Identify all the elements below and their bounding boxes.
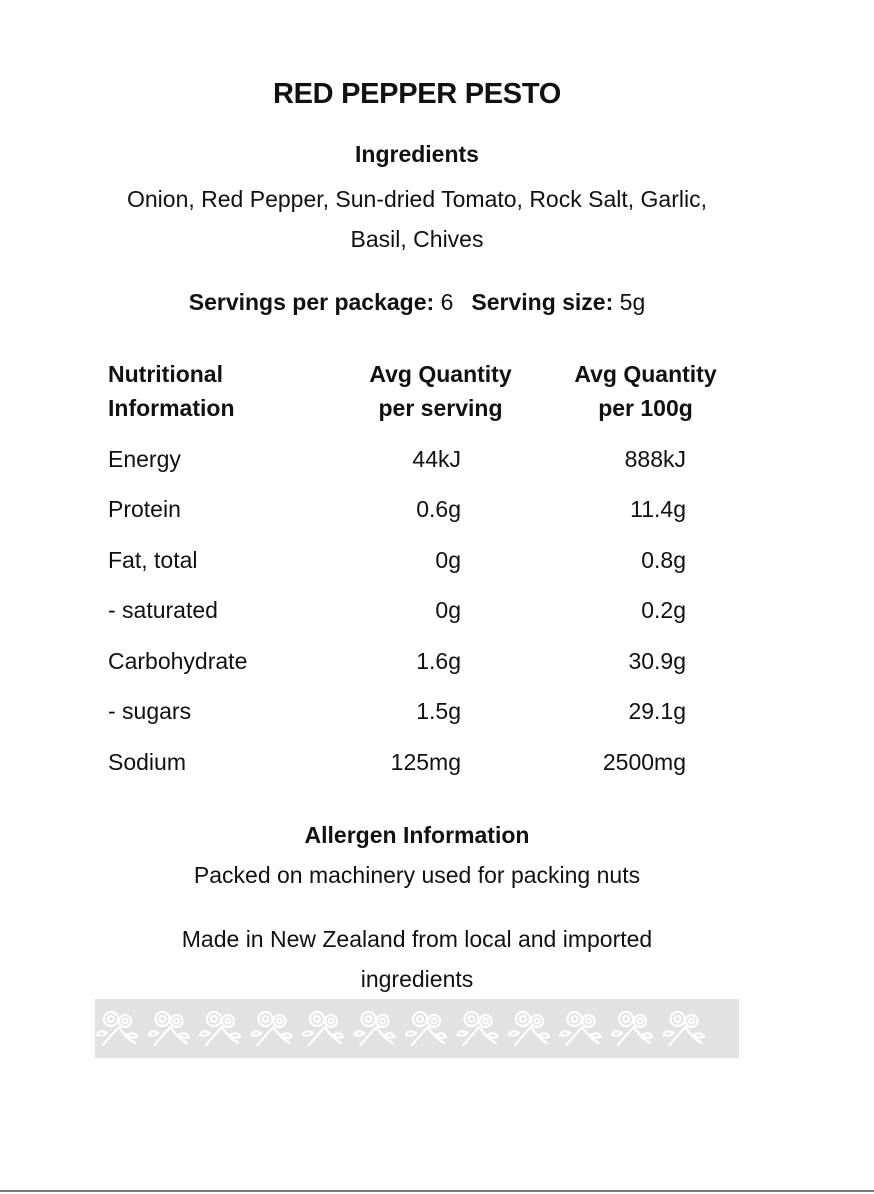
table-row [108,434,748,485]
table-row [108,737,748,788]
nutrient-per-100g: 2500mg [602,748,686,775]
nutrient-per-serving: 0.6g [416,496,461,523]
nutrient-per-serving: 44kJ [412,445,461,472]
footer-divider [0,1190,874,1192]
table-row [108,586,748,637]
column-header-per-100g: Avg Quantity per 100g [574,361,717,421]
serving-size-label: Serving size: [471,289,614,315]
nutrient-per-serving: 1.6g [416,647,461,674]
servings-line [0,289,834,316]
table-row [108,636,748,687]
nutrition-table [108,357,748,788]
rose-icon [664,1012,704,1045]
table-row [108,535,748,586]
nutrient-per-100g: 30.9g [628,647,686,674]
table-row [108,485,748,536]
rose-icon [252,1012,292,1045]
allergen-heading: Allergen Information [304,822,530,848]
nutrient-per-serving: 0g [435,597,461,624]
nutrient-name: Energy [108,445,181,472]
rose-icon [509,1012,549,1045]
servings-per-package-label: Servings per package: [188,289,435,315]
nutrient-name: Carbohydrate [108,647,248,674]
product-title: RED PEPPER PESTO [273,78,561,110]
ingredients-heading: Ingredients [355,141,479,167]
nutrient-per-serving: 0g [435,546,461,573]
servings-per-package-value: 6 [440,289,454,315]
rose-icon [149,1012,189,1045]
column-header-per-serving: Avg Quantity per serving [369,361,512,421]
decorative-flower-band [95,999,739,1058]
rose-icon [458,1012,498,1045]
rose-icon [406,1012,446,1045]
nutrient-per-100g: 29.1g [628,698,686,725]
serving-size-value: 5g [619,289,646,315]
nutrient-per-serving: 125mg [390,748,461,775]
nutrient-name: - saturated [108,597,218,624]
rose-icon [612,1012,652,1045]
origin-statement: Made in New Zealand from local and imported ingredients [181,926,653,992]
table-row [108,687,748,738]
nutrient-per-100g: 0.8g [641,546,686,573]
rose-pattern [95,999,739,1058]
nutrient-per-serving: 1.5g [416,698,461,725]
column-header-nutritional-information: Nutritional Information [108,361,235,421]
nutrient-name: Protein [108,496,181,523]
nutrition-header-row [108,357,748,434]
rose-icon [97,1012,137,1045]
rose-icon [303,1012,343,1045]
rose-icon [200,1012,240,1045]
rose-icon [355,1012,395,1045]
ingredients-list: Onion, Red Pepper, Sun-dried Tomato, Rock Salt, Garlic, Basil, Chives [127,186,707,252]
nutrient-per-100g: 11.4g [630,496,686,523]
nutrient-per-100g: 888kJ [624,445,686,472]
allergen-statement: Packed on machinery used for packing nuts [193,862,641,888]
rose-icon [561,1012,601,1045]
nutrient-per-100g: 0.2g [641,597,686,624]
nutrient-name: Sodium [108,748,186,775]
nutrient-name: Fat, total [108,546,198,573]
nutrient-name: - sugars [108,698,192,725]
